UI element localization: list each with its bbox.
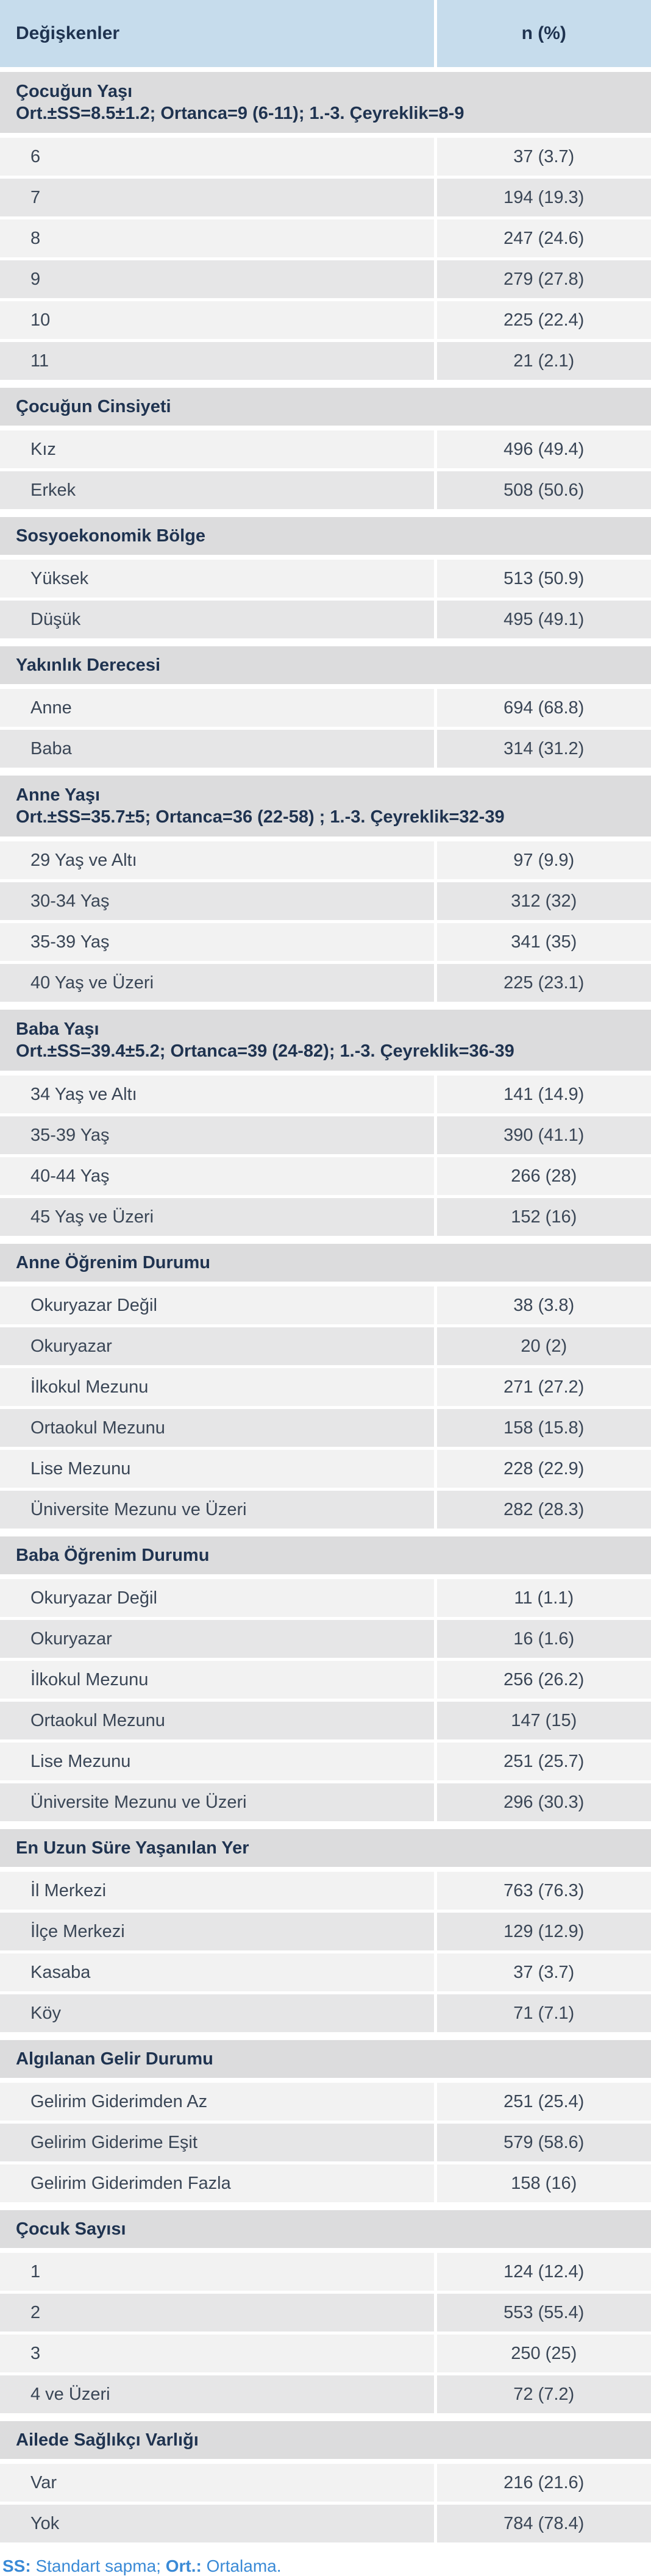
group-header-row [0, 2421, 651, 2459]
group-spacer [0, 2034, 651, 2041]
row-value: 20 (2) [435, 1326, 651, 1367]
table-row [0, 300, 651, 341]
group-stats: Ort.±SS=35.7±5; Ortanca=36 (22-58) ; 1.-3. Çeyreklik=32-39 [16, 807, 505, 827]
table-row [0, 963, 651, 1004]
row-label: İlkokul Mezunu [0, 1660, 435, 1700]
group-spacer [0, 1823, 651, 1830]
group-spacer [0, 382, 651, 388]
group-header-row [0, 1829, 651, 1867]
table-row [0, 689, 651, 729]
row-label: Üniversite Mezunu ve Üzeri [0, 1782, 435, 1823]
row-value: 390 (41.1) [435, 1115, 651, 1156]
group-title: Anne Yaşı [16, 785, 101, 805]
group-header-cell [0, 776, 651, 837]
group-spacer [0, 2415, 651, 2422]
row-label: 6 [0, 138, 435, 177]
group-spacer [0, 133, 651, 138]
row-value: 141 (14.9) [435, 1076, 651, 1115]
row-label: Lise Mezunu [0, 1449, 435, 1490]
row-label: 45 Yaş ve Üzeri [0, 1197, 435, 1238]
row-label: İlkokul Mezunu [0, 1367, 435, 1408]
table-row [0, 1449, 651, 1490]
table-row [0, 1490, 651, 1530]
row-label: İl Merkezi [0, 1872, 435, 1911]
row-label: Okuryazar [0, 1619, 435, 1660]
row-value: 37 (3.7) [435, 138, 651, 177]
row-value: 194 (19.3) [435, 177, 651, 218]
footnote-ort-text: Ortalama. [201, 2556, 282, 2575]
table-row [0, 1872, 651, 1911]
table-row [0, 922, 651, 963]
group-header-cell [0, 2040, 651, 2078]
row-value: 16 (1.6) [435, 1619, 651, 1660]
group-spacer [0, 1530, 651, 1537]
table-row [0, 1911, 651, 1952]
row-value: 124 (12.4) [435, 2253, 651, 2292]
group-header-row [0, 2040, 651, 2078]
table-row [0, 1115, 651, 1156]
row-value: 314 (31.2) [435, 729, 651, 769]
table-row [0, 1952, 651, 1993]
table-row [0, 1367, 651, 1408]
group-spacer [0, 684, 651, 689]
group-header-cell [0, 1244, 651, 1282]
row-value: 11 (1.1) [435, 1579, 651, 1619]
group-header-row [0, 1536, 651, 1574]
group-header-cell [0, 1829, 651, 1867]
row-label: Okuryazar [0, 1326, 435, 1367]
group-spacer [0, 1867, 651, 1872]
row-value: 553 (55.4) [435, 2292, 651, 2333]
table-row [0, 1579, 651, 1619]
row-label: Kasaba [0, 1952, 435, 1993]
row-label: 7 [0, 177, 435, 218]
row-value: 694 (68.8) [435, 689, 651, 729]
group-header-cell [0, 1536, 651, 1574]
table-row [0, 2374, 651, 2415]
group-spacer [0, 1071, 651, 1076]
table-row [0, 1782, 651, 1823]
group-spacer [0, 1282, 651, 1286]
table-row [0, 729, 651, 769]
table-row [0, 1156, 651, 1197]
header-n-percent: n (%) [435, 0, 651, 67]
row-label: Erkek [0, 470, 435, 511]
group-spacer [0, 67, 651, 72]
row-value: 282 (28.3) [435, 1490, 651, 1530]
group-header-row [0, 388, 651, 426]
row-label: Baba [0, 729, 435, 769]
table-row [0, 2292, 651, 2333]
row-value: 251 (25.7) [435, 1741, 651, 1782]
row-value: 495 (49.1) [435, 599, 651, 640]
footnote [0, 2546, 651, 2576]
group-title: Ailede Sağlıkçı Varlığı [16, 2430, 199, 2450]
group-title: Baba Öğrenim Durumu [16, 1545, 210, 1565]
row-label: 4 ve Üzeri [0, 2374, 435, 2415]
group-stats: Ort.±SS=8.5±1.2; Ortanca=9 (6-11); 1.-3. Çeyreklik=8-9 [16, 104, 464, 123]
table-row [0, 2503, 651, 2544]
row-value: 250 (25) [435, 2333, 651, 2374]
group-header-cell [0, 2210, 651, 2248]
table-row [0, 138, 651, 177]
row-label: Köy [0, 1993, 435, 2034]
group-header-cell [0, 388, 651, 426]
row-label: 11 [0, 341, 435, 382]
row-value: 251 (25.4) [435, 2083, 651, 2122]
group-title: Çocuğun Yaşı [16, 82, 133, 101]
table-row [0, 259, 651, 300]
row-value: 216 (21.6) [435, 2464, 651, 2503]
group-header-row [0, 646, 651, 684]
row-value: 271 (27.2) [435, 1367, 651, 1408]
row-label: 34 Yaş ve Altı [0, 1076, 435, 1115]
group-title: Sosyoekonomik Bölge [16, 526, 206, 546]
group-title: Çocuk Sayısı [16, 2219, 126, 2239]
row-label: 1 [0, 2253, 435, 2292]
row-label: Üniversite Mezunu ve Üzeri [0, 1490, 435, 1530]
table-row [0, 2122, 651, 2163]
row-value: 256 (26.2) [435, 1660, 651, 1700]
row-label: 35-39 Yaş [0, 922, 435, 963]
group-header-cell [0, 1010, 651, 1071]
table-row [0, 1741, 651, 1782]
row-value: 247 (24.6) [435, 218, 651, 259]
table-row [0, 470, 651, 511]
row-value: 72 (7.2) [435, 2374, 651, 2415]
group-stats: Ort.±SS=39.4±5.2; Ortanca=39 (24-82); 1.-3. Çeyreklik=36-39 [16, 1041, 514, 1061]
row-label: 30-34 Yaş [0, 881, 435, 922]
row-value: 763 (76.3) [435, 1872, 651, 1911]
group-spacer [0, 1574, 651, 1579]
row-label: Gelirim Giderime Eşit [0, 2122, 435, 2163]
row-label: İlçe Merkezi [0, 1911, 435, 1952]
table-row [0, 1326, 651, 1367]
row-label: 10 [0, 300, 435, 341]
row-value: 228 (22.9) [435, 1449, 651, 1490]
group-header-cell [0, 72, 651, 133]
group-spacer [0, 2459, 651, 2464]
row-label: 3 [0, 2333, 435, 2374]
table-body [0, 67, 651, 2544]
table-row [0, 599, 651, 640]
row-value: 158 (15.8) [435, 1408, 651, 1449]
group-spacer [0, 769, 651, 776]
table-row [0, 841, 651, 881]
table-row [0, 881, 651, 922]
row-label: Kız [0, 430, 435, 470]
row-value: 279 (27.8) [435, 259, 651, 300]
row-value: 37 (3.7) [435, 1952, 651, 1993]
footnote-ort-abbr: Ort.: [165, 2556, 202, 2575]
row-value: 784 (78.4) [435, 2503, 651, 2544]
row-value: 513 (50.9) [435, 560, 651, 599]
row-label: 40-44 Yaş [0, 1156, 435, 1197]
group-header-row [0, 517, 651, 555]
row-value: 129 (12.9) [435, 1911, 651, 1952]
table-row [0, 177, 651, 218]
group-title: Anne Öğrenim Durumu [16, 1252, 211, 1272]
row-value: 71 (7.1) [435, 1993, 651, 2034]
row-value: 341 (35) [435, 922, 651, 963]
table-row [0, 2253, 651, 2292]
row-label: 40 Yaş ve Üzeri [0, 963, 435, 1004]
table-row [0, 560, 651, 599]
row-value: 579 (58.6) [435, 2122, 651, 2163]
group-spacer [0, 555, 651, 560]
row-label: Yüksek [0, 560, 435, 599]
row-label: Yok [0, 2503, 435, 2544]
group-header-cell [0, 517, 651, 555]
table-row [0, 2333, 651, 2374]
group-title: Algılanan Gelir Durumu [16, 2049, 213, 2069]
group-header-row [0, 72, 651, 133]
group-title: Çocuğun Cinsiyeti [16, 396, 171, 416]
header-variables: Değişkenler [0, 0, 435, 67]
row-value: 508 (50.6) [435, 470, 651, 511]
row-label: Var [0, 2464, 435, 2503]
row-label: Okuryazar Değil [0, 1579, 435, 1619]
row-value: 152 (16) [435, 1197, 651, 1238]
group-spacer [0, 1238, 651, 1244]
row-label: Ortaokul Mezunu [0, 1700, 435, 1741]
row-value: 158 (16) [435, 2163, 651, 2204]
group-spacer [0, 2248, 651, 2253]
row-label: 9 [0, 259, 435, 300]
table-row [0, 1076, 651, 1115]
row-label: 2 [0, 2292, 435, 2333]
row-label: Lise Mezunu [0, 1741, 435, 1782]
group-spacer [0, 837, 651, 841]
table-row [0, 1197, 651, 1238]
table-row [0, 2083, 651, 2122]
row-value: 312 (32) [435, 881, 651, 922]
row-value: 296 (30.3) [435, 1782, 651, 1823]
row-value: 38 (3.8) [435, 1286, 651, 1326]
group-header-row [0, 1244, 651, 1282]
table-row [0, 430, 651, 470]
row-value: 97 (9.9) [435, 841, 651, 881]
row-value: 496 (49.4) [435, 430, 651, 470]
group-header-row [0, 2210, 651, 2248]
group-spacer [0, 426, 651, 430]
table-row [0, 2464, 651, 2503]
group-spacer [0, 2204, 651, 2211]
group-spacer [0, 511, 651, 518]
table-row [0, 341, 651, 382]
table-row [0, 1286, 651, 1326]
footnote-ss-abbr: SS: [2, 2556, 31, 2575]
row-label: 29 Yaş ve Altı [0, 841, 435, 881]
group-header-cell [0, 2421, 651, 2459]
group-spacer [0, 640, 651, 647]
group-header-row [0, 776, 651, 837]
row-label: 35-39 Yaş [0, 1115, 435, 1156]
table-row [0, 1408, 651, 1449]
row-label: Okuryazar Değil [0, 1286, 435, 1326]
group-header-cell [0, 646, 651, 684]
group-title: En Uzun Süre Yaşanılan Yer [16, 1838, 249, 1858]
row-value: 21 (2.1) [435, 341, 651, 382]
table-header-row [0, 0, 651, 67]
row-label: Düşük [0, 599, 435, 640]
footnote-ss-text: Standart sapma; [30, 2556, 166, 2575]
table-row [0, 218, 651, 259]
row-value: 225 (22.4) [435, 300, 651, 341]
group-header-row [0, 1010, 651, 1071]
group-spacer [0, 2078, 651, 2083]
row-label: Ortaokul Mezunu [0, 1408, 435, 1449]
group-title: Yakınlık Derecesi [16, 655, 160, 675]
table-row [0, 1619, 651, 1660]
row-value: 225 (23.1) [435, 963, 651, 1004]
row-label: Gelirim Giderimden Fazla [0, 2163, 435, 2204]
row-value: 266 (28) [435, 1156, 651, 1197]
row-value: 147 (15) [435, 1700, 651, 1741]
table-row [0, 1700, 651, 1741]
table-row [0, 1993, 651, 2034]
group-spacer [0, 1004, 651, 1010]
table-row [0, 2163, 651, 2204]
row-label: Anne [0, 689, 435, 729]
row-label: 8 [0, 218, 435, 259]
row-label: Gelirim Giderimden Az [0, 2083, 435, 2122]
table-row [0, 1660, 651, 1700]
group-title: Baba Yaşı [16, 1019, 99, 1039]
